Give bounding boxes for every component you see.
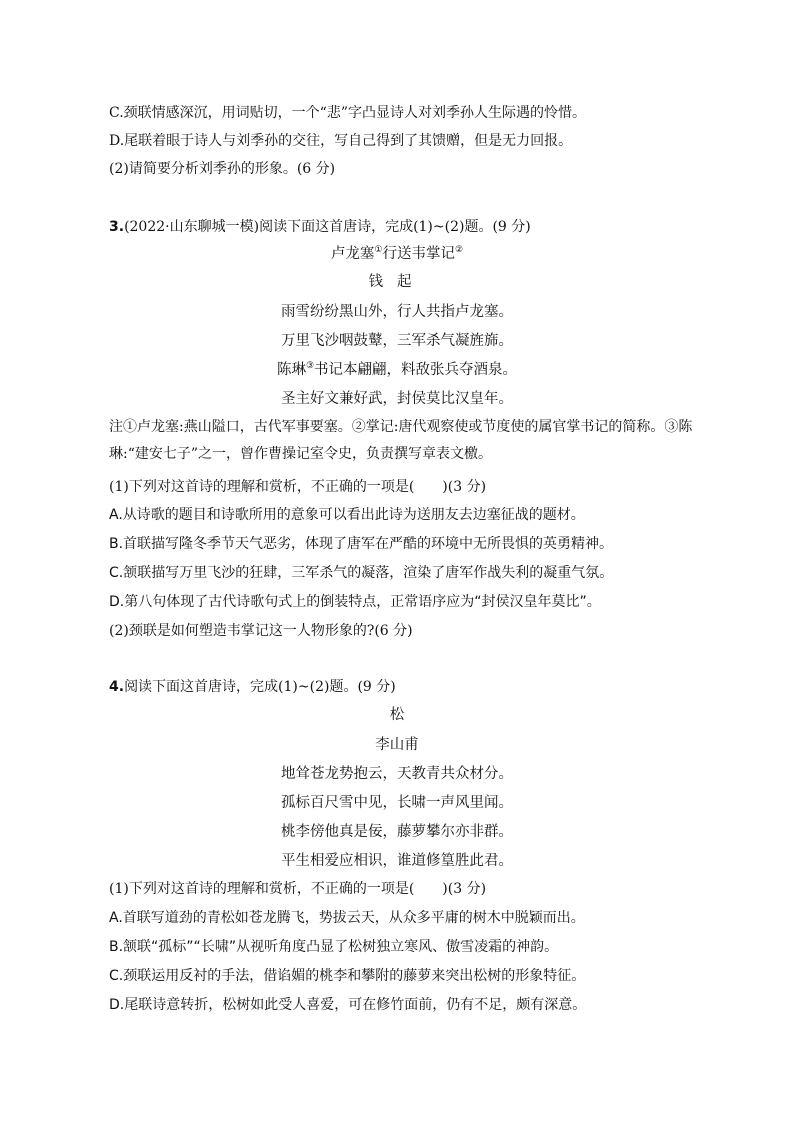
q3-poem-title xyxy=(0,244,794,264)
q3-title-main: 卢龙塞 xyxy=(330,246,375,262)
q4-poem-title: 松 xyxy=(389,707,405,723)
q3-title-note-marker-1: ① xyxy=(374,245,383,255)
q3-poem-line-3-part-a: 陈琳 xyxy=(276,362,306,378)
q3-author-name: 钱起 xyxy=(368,274,426,290)
q2-subquestion-2: (2)请简要分析刘季孙的形象。(6 分) xyxy=(109,161,336,177)
q3-header-text: (2022·山东聊城一模)阅读下面这首唐诗，完成(1)~(2)题。(9 分) xyxy=(124,219,531,235)
q3-title-mid: 行送韦掌记 xyxy=(382,246,455,262)
q4-poem-author: 李山甫 xyxy=(375,737,419,753)
q4-poem-line-2: 孤标百尺雪中见，长啸一声风里闻。 xyxy=(281,795,513,811)
q4-poem-line-1: 地耸苍龙势抱云，天教青共众材分。 xyxy=(281,766,513,782)
q4-header-text: 阅读下面这首唐诗，完成(1)~(2)题。(9 分) xyxy=(124,679,396,695)
q3-option-d: D.第八句体现了古代诗歌句式上的倒装特点，正常语序应为“封侯汉皇年莫比”。 xyxy=(109,594,601,610)
q4-header xyxy=(109,677,734,697)
q4-number: 4. xyxy=(109,679,125,695)
q4-subquestion-1: (1)下列对这首诗的理解和赏析，不正确的一项是( )(3 分) xyxy=(109,881,487,897)
q3-poem-line-1: 雨雪纷纷黑山外，行人共指卢龙塞。 xyxy=(281,304,513,320)
q3-poem-line-3-part-b: 书记本翩翩，料敌张兵夺酒泉。 xyxy=(314,362,518,378)
q4-poem-line-3: 桃李傍他真是佞，藤萝攀尔亦非群。 xyxy=(281,824,513,840)
q4-poem-line-4: 平生相爱应相识，谁道修篁胜此君。 xyxy=(281,853,513,869)
q3-poem-author xyxy=(0,272,794,292)
q3-poem-line-3 xyxy=(0,360,794,380)
q3-subquestion-1: (1)下列对这首诗的理解和赏析，不正确的一项是( )(3 分) xyxy=(109,479,487,495)
q3-number: 3. xyxy=(109,219,125,235)
q4-option-b: B.颔联“孤标”“长啸”从视听角度凸显了松树独立寒风、傲雪凌霜的神韵。 xyxy=(109,939,559,955)
q3-subquestion-2: (2)颈联是如何塑造韦掌记这一人物形象的?(6 分) xyxy=(109,623,413,639)
q3-poem-line-2: 万里飞沙咽鼓鼙，三军杀气凝旌旆。 xyxy=(281,333,513,349)
q3-title-note-marker-2: ② xyxy=(455,245,464,255)
q2-option-d: D.尾联着眼于诗人与刘季孙的交往，写自己得到了其馈赠，但是无力回报。 xyxy=(109,133,573,149)
q3-poem-line-4: 圣主好文兼好武，封侯莫比汉皇年。 xyxy=(281,391,513,407)
q3-option-b: B.首联描写隆冬季节天气恶劣，体现了唐军在严酷的环境中无所畏惧的英勇精神。 xyxy=(109,536,614,552)
q3-option-a: A.从诗歌的题目和诗歌所用的意象可以看出此诗为送朋友去边塞征战的题材。 xyxy=(109,507,585,523)
q3-poem-note-marker-3: ③ xyxy=(305,361,315,371)
q2-option-c: C.颈联情感深沉，用词贴切，一个“悲”字凸显诗人对刘季孙人生际遇的怜惜。 xyxy=(109,105,586,121)
q3-header xyxy=(109,217,734,237)
q3-option-c: C.颔联描写万里飞沙的狂肆，三军杀气的凝落，渲染了唐军作战失利的凝重气氛。 xyxy=(109,565,614,581)
q4-option-a: A.首联写道劲的青松如苍龙腾飞，势拔云天，从众多平庸的树木中脱颖而出。 xyxy=(109,910,585,926)
q4-option-c: C.颈联运用反衬的手法，借谄媚的桃李和攀附的藤萝来突出松树的形象特征。 xyxy=(109,968,586,984)
q4-option-d: D.尾联诗意转折，松树如此受人喜爱，可在修竹面前，仍有不足，颇有深意。 xyxy=(109,997,587,1013)
q3-annotations: 注①卢龙塞:燕山隘口，古代军事要塞。②掌记:唐代观察使或节度使的属官掌书记的简称。③陈琳:“建安七子”之一，曾作曹操记室令史，负责撰写章表文檄。 xyxy=(109,419,693,462)
